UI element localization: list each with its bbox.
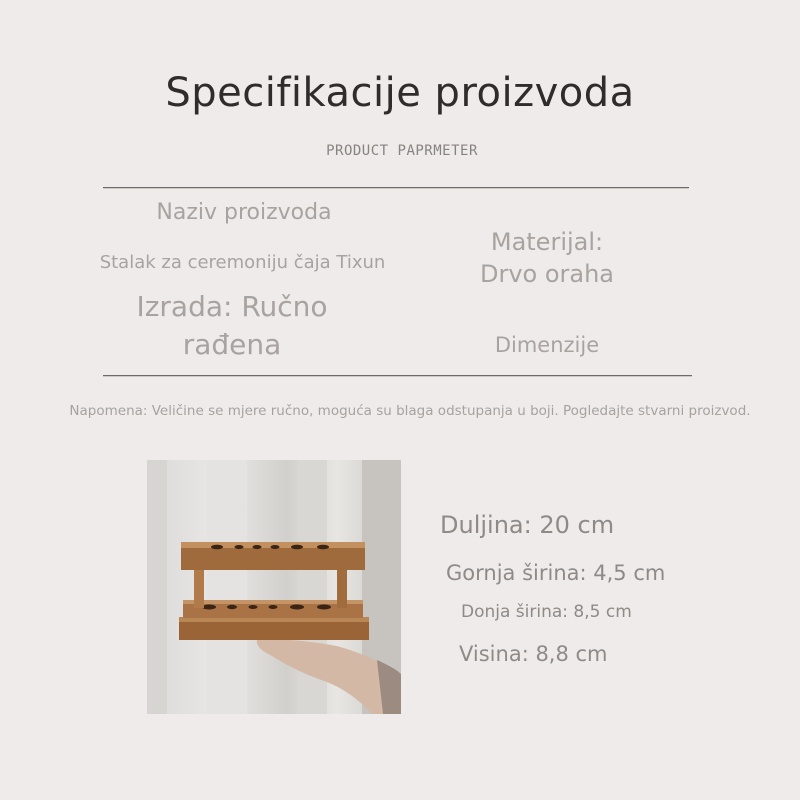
material-line-2: Drvo oraha [479,260,615,288]
dimensions-label: Dimenzije [494,333,600,357]
material-line-1: Materijal: [490,228,604,256]
height-spec: Visina: 8,8 cm [459,642,608,666]
product-photo [147,460,401,714]
craft-info [92,288,372,364]
length-spec: Duljina: 20 cm [440,511,615,539]
tea-stand-illustration [147,460,401,714]
craft-line-2: rađena [182,328,282,361]
material-info [432,226,662,290]
product-name-label: Naziv proizvoda [156,200,332,225]
page-title: Specifikacije proizvoda [165,70,635,116]
page-subtitle: PRODUCT PAPRMETER [326,143,478,159]
craft-line-1: Izrada: Ručno [136,290,328,323]
table-bottom-divider [103,375,692,376]
top-width-spec: Gornja širina: 4,5 cm [446,561,666,585]
product-name-value: Stalak za ceremoniju čaja Tixun [99,252,386,273]
table-top-divider [103,187,689,188]
bottom-width-spec: Donja širina: 8,5 cm [461,602,632,622]
measurement-note: Napomena: Veličine se mjere ručno, moguća su blaga odstupanja u boji. Pogledajte stvarni proizvod. [69,403,751,419]
